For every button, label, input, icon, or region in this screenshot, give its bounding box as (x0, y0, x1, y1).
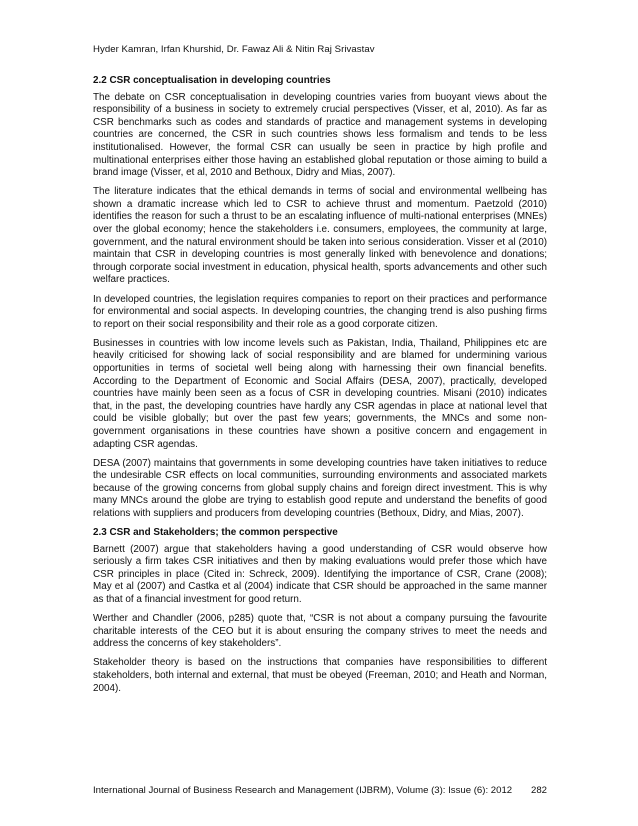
paragraph: DESA (2007) maintains that governments in some developing countries have taken initiatives to reduce the undesirable CSR effects on local communities, surrounding environments and associated markets because of the growing concerns from global supply chains and foreign direct investment. This is why many MNCs around the globe are trying to establish good repute and understand the benefits of good relations with suppliers and producers from developing countries (Bethoux, Didry, and Mias, 2007). (93, 457, 547, 519)
paragraph: Barnett (2007) argue that stakeholders having a good understanding of CSR would observe how seriously a firm takes CSR initiatives and then by making evaluations would prefer those which have CSR principles in place (Cited in: Schreck, 2009). Identifying the importance of CSR, Crane (2008); May et al (2007) and Castka et al (2004) indicate that CSR should be approached in the same manner as that of a financial investment for good return. (93, 543, 547, 606)
section-heading-2-2: 2.2 CSR conceptualisation in developing countries (93, 75, 331, 86)
body-text (93, 75, 547, 702)
running-head: Hyder Kamran, Irfan Khurshid, Dr. Fawaz Ali & Nitin Raj Srivastav (93, 44, 375, 55)
paragraph: Stakeholder theory is based on the instructions that companies have responsibilities to different stakeholders, both internal and external, that must be obeyed (Freeman, 2010; and Heath and Norman, 2004). (93, 657, 547, 694)
paragraph: The debate on CSR conceptualisation in developing countries varies from buoyant views about the responsibility of a business in society to extremely crucial perspectives (Visser, et al, 2010). As far as CSR benchmarks such as codes and standards of practice and management systems in developing countries are concerned, the CSR in such countries shows less formalism and tends to be less institutionalised. However, the formal CSR can usually be seen in practice by high profile and multinational enterprises either those having an established global reputation or those aiming to build a brand image (Visser, et al, 2010 and Bethoux, Didry and Mias, 2007). (93, 91, 547, 179)
paragraph: Businesses in countries with low income levels such as Pakistan, India, Thailand, Philippines etc are heavily criticised for showing lack of social responsibility and are blamed for undermining various opportunities in terms of societal well being along with harnessing their own financial benefits. According to the Department of Economic and Social Affairs (DESA, 2007), practically, developed countries have mainly been seen as a focus of CSR in developing countries. Misani (2010) indicates that, in the past, the developing countries have hardly any CSR agendas in place at national level that could be visible globally; but over the past few years; governments, the MNCs and some non-government organisations in these countries have shown a positive concern and engagement in adapting CSR agendas. (93, 337, 547, 450)
paragraph: The literature indicates that the ethical demands in terms of social and environmental wellbeing has shown a dramatic increase which led to CSR to achieve thrust and momentum. Paetzold (2010) identifies the reason for such a thrust to be an escalating influence of multi-national enterprises (MNEs) over the global economy; hence the stakeholders i.e. consumers, employees, the community at large, government, and the natural environment should be taken into serious consideration. Visser et al (2010) maintain that CSR in developing countries is most generally linked with benevolence and donations; through corporate social investment in education, physical health, sports advancements and other such welfare practices. (93, 186, 547, 286)
paragraph: In developed countries, the legislation requires companies to report on their practices and performance for environmental and social aspects. In developing countries, the changing trend is also pushing firms to report on their social responsibility and their role as a good corporate citizen. (93, 293, 547, 330)
section-heading-2-3: 2.3 CSR and Stakeholders; the common perspective (93, 527, 338, 539)
page-footer (93, 785, 547, 796)
page-number: 282 (530, 785, 547, 796)
journal-citation: International Journal of Business Research and Management (IJBRM), Volume (3): Issue (6): 2012 (93, 785, 513, 796)
paragraph: Werther and Chandler (2006, p285) quote that, “CSR is not about a company pursuing the favourite charitable interests of the CEO but it is about ensuring the company strives to meet the needs and address the concerns of key stakeholders”. (93, 613, 547, 650)
